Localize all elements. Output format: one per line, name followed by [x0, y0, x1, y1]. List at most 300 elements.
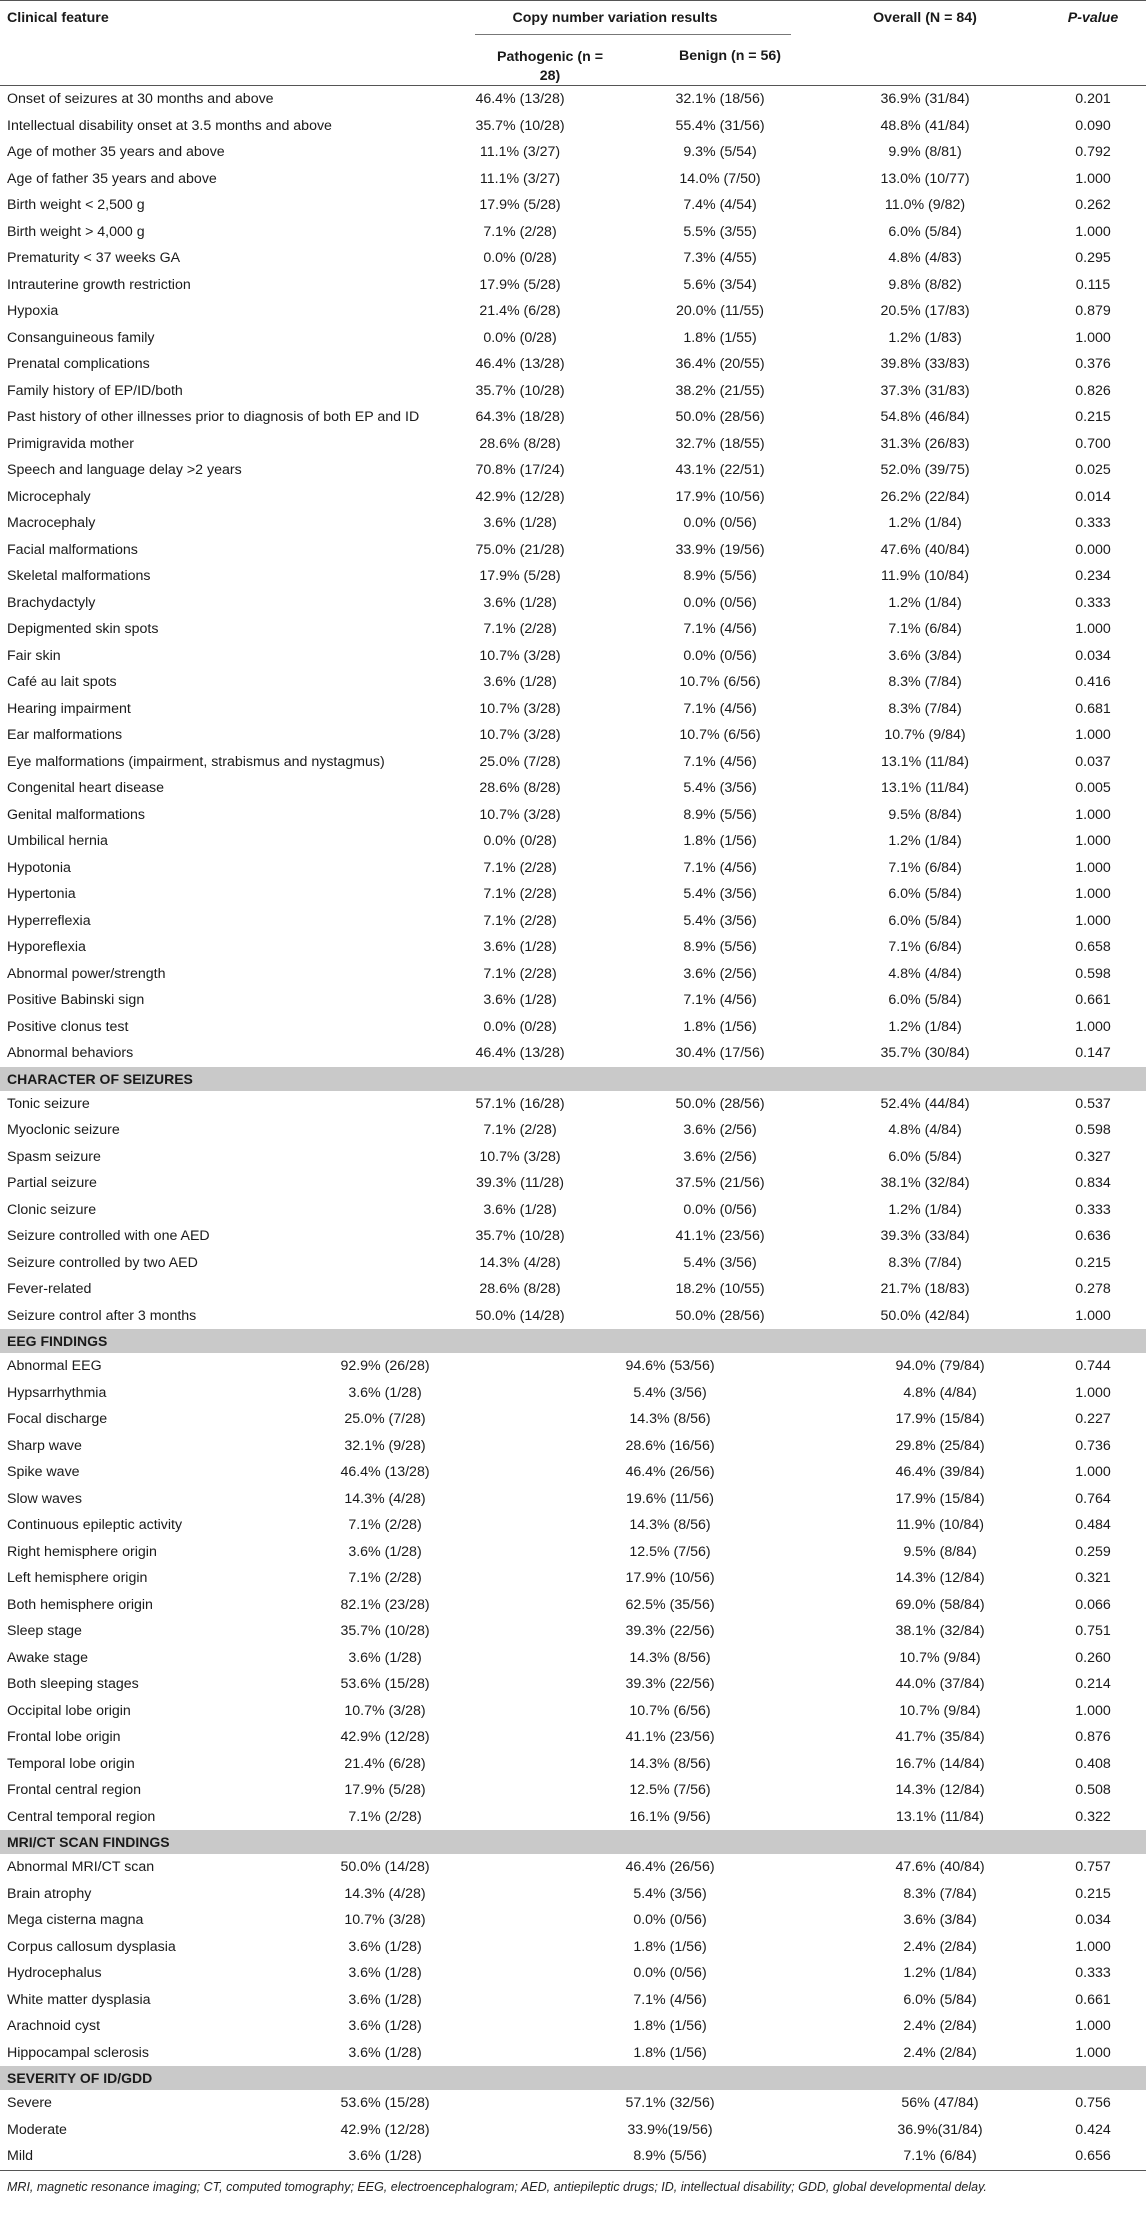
cell-feature: Intellectual disability onset at 3.5 months and above: [7, 117, 332, 134]
cell-pathogenic: 10.7% (3/28): [479, 727, 561, 743]
cell-overall: 2.4% (2/84): [903, 1938, 977, 1955]
cell-feature: Seizure control after 3 months: [7, 1307, 197, 1324]
cell-benign: 1.8% (1/56): [633, 2044, 707, 2061]
cell-feature: Abnormal behaviors: [7, 1045, 134, 1061]
cell-pvalue: 0.321: [1075, 1570, 1111, 1586]
table-row: [0, 1618, 1146, 1645]
cell-pvalue: 0.215: [1075, 1885, 1111, 1902]
table-row: [0, 696, 1146, 723]
table-row: [0, 1406, 1146, 1433]
cell-feature: Sleep stage: [7, 1623, 82, 1639]
cell-overall: 8.3% (7/84): [888, 700, 962, 717]
cell-feature: Intrauterine growth restriction: [7, 276, 191, 293]
cell-pvalue: 0.879: [1075, 303, 1111, 319]
cell-overall: 1.2% (1/84): [888, 1018, 962, 1035]
cell-pvalue: 0.658: [1075, 939, 1111, 955]
cell-pvalue: 1.000: [1075, 912, 1111, 929]
cell-overall: 7.1% (6/84): [888, 621, 962, 637]
table-row: [0, 166, 1146, 193]
cell-pathogenic: 42.9% (12/28): [340, 1729, 430, 1745]
cell-pvalue: 0.215: [1075, 409, 1111, 425]
table-row: [0, 1117, 1146, 1144]
cell-benign: 8.9% (5/56): [633, 2148, 707, 2164]
cell-overall: 7.1% (6/84): [903, 2148, 977, 2164]
cell-feature: Awake stage: [7, 1649, 88, 1666]
cell-feature: Brachydactyly: [7, 594, 96, 611]
table-row: [0, 1459, 1146, 1486]
cell-pvalue: 0.744: [1075, 1358, 1111, 1374]
cell-overall: 11.9% (10/84): [895, 1517, 985, 1533]
cell-feature: Age of father 35 years and above: [7, 170, 217, 187]
cell-pvalue: 0.636: [1075, 1228, 1111, 1244]
table-row: [0, 325, 1146, 352]
cell-overall: 4.8% (4/84): [888, 965, 962, 982]
cell-overall: 9.5% (8/84): [903, 1543, 977, 1560]
cell-pathogenic: 7.1% (2/28): [348, 1808, 422, 1825]
cell-pathogenic: 11.1% (3/27): [479, 144, 561, 160]
cell-pathogenic: 3.6% (1/28): [483, 674, 557, 690]
clinical-block: [0, 86, 1146, 1067]
cell-benign: 3.6% (2/56): [683, 965, 757, 982]
cell-pathogenic: 28.6% (8/28): [479, 435, 561, 452]
cell-pvalue: 1.000: [1075, 1938, 1111, 1955]
table-row: [0, 775, 1146, 802]
cell-feature: Hydrocephalus: [7, 1965, 102, 1981]
cell-feature: Facial malformations: [7, 541, 138, 558]
cell-overall: 48.8% (41/84): [880, 117, 970, 134]
table-row: [0, 378, 1146, 405]
section-eeg-findings: [0, 1329, 1146, 1353]
cell-benign: 0.0% (0/56): [683, 647, 757, 664]
cell-overall: 1.2% (1/83): [888, 329, 962, 346]
cell-overall: 4.8% (4/84): [888, 1122, 962, 1138]
cell-overall: 54.8% (46/84): [880, 409, 970, 425]
cell-overall: 17.9% (15/84): [895, 1411, 985, 1427]
cell-pathogenic: 70.8% (17/24): [475, 462, 565, 478]
cell-benign: 32.1% (18/56): [675, 91, 765, 107]
table-row: [0, 1671, 1146, 1698]
cell-pvalue: 0.408: [1075, 1755, 1111, 1772]
table-row: [0, 1014, 1146, 1041]
cell-pvalue: 0.656: [1075, 2148, 1111, 2164]
cell-benign: 39.3% (22/56): [625, 1676, 715, 1692]
section-severity: [0, 2066, 1146, 2090]
table-row: [0, 828, 1146, 855]
cell-pathogenic: 3.6% (1/28): [348, 1965, 422, 1981]
cell-feature: Ear malformations: [7, 727, 123, 743]
cell-feature: Arachnoid cyst: [7, 2018, 101, 2034]
cell-pathogenic: 17.9% (5/28): [479, 197, 561, 213]
table-row: [0, 1091, 1146, 1118]
table-row: [0, 749, 1146, 776]
table-row: [0, 1223, 1146, 1250]
table-row: [0, 1512, 1146, 1539]
cell-pvalue: 0.147: [1075, 1045, 1111, 1061]
cell-overall: 6.0% (5/84): [888, 992, 962, 1008]
table-row: [0, 298, 1146, 325]
cell-benign: 62.5% (35/56): [625, 1596, 715, 1613]
table-row: [0, 855, 1146, 882]
cell-pathogenic: 10.7% (3/28): [479, 806, 561, 823]
cell-feature: Temporal lobe origin: [7, 1755, 135, 1772]
cell-pvalue: 1.000: [1075, 727, 1111, 743]
cell-pvalue: 1.000: [1075, 170, 1111, 187]
cell-benign: 10.7% (6/56): [679, 674, 761, 690]
table-row: [0, 510, 1146, 537]
table-row: [0, 590, 1146, 617]
cell-pvalue: 0.295: [1075, 250, 1111, 266]
cell-benign: 3.6% (2/56): [683, 1148, 757, 1165]
cell-benign: 33.9% (19/56): [675, 541, 765, 558]
table-row: [0, 1170, 1146, 1197]
cell-pathogenic: 10.7% (3/28): [479, 700, 561, 717]
cell-overall: 13.0% (10/77): [880, 170, 970, 187]
cell-benign: 39.3% (22/56): [625, 1623, 715, 1639]
cell-benign: 50.0% (28/56): [675, 1307, 765, 1324]
table-row: [0, 2090, 1146, 2117]
cell-feature: Mega cisterna magna: [7, 1912, 144, 1928]
cell-pvalue: 0.333: [1075, 515, 1111, 531]
cell-pvalue: 0.278: [1075, 1281, 1111, 1297]
cell-feature: Café au lait spots: [7, 674, 117, 690]
cell-pvalue: 0.792: [1075, 144, 1111, 160]
table-row: [0, 219, 1146, 246]
cell-benign: 14.3% (8/56): [629, 1517, 711, 1533]
cell-pvalue: 1.000: [1075, 1464, 1111, 1480]
cell-benign: 43.1% (22/51): [675, 462, 765, 478]
cell-benign: 8.9% (5/56): [683, 568, 757, 584]
cell-benign: 50.0% (28/56): [675, 409, 765, 425]
table-row: [0, 1724, 1146, 1751]
cell-feature: Spike wave: [7, 1464, 80, 1480]
cell-feature: Partial seizure: [7, 1175, 97, 1191]
cell-pathogenic: 35.7% (10/28): [475, 382, 565, 399]
cell-pathogenic: 3.6% (1/28): [483, 515, 557, 531]
table-row: [0, 2013, 1146, 2040]
cell-pvalue: 0.214: [1075, 1676, 1111, 1692]
cell-pvalue: 0.424: [1075, 2121, 1111, 2138]
cell-feature: Both sleeping stages: [7, 1676, 139, 1692]
table-row: [0, 722, 1146, 749]
cell-feature: Hypoxia: [7, 303, 59, 319]
cell-pvalue: 0.834: [1075, 1175, 1111, 1191]
cell-pvalue: 1.000: [1075, 621, 1111, 637]
cell-overall: 2.4% (2/84): [903, 2044, 977, 2061]
cell-pvalue: 0.508: [1075, 1782, 1111, 1798]
cell-benign: 12.5% (7/56): [629, 1782, 711, 1798]
cell-benign: 38.2% (21/55): [675, 382, 765, 399]
cell-benign: 50.0% (28/56): [675, 1095, 765, 1112]
cell-feature: Continuous epileptic activity: [7, 1517, 183, 1533]
cell-pvalue: 0.681: [1075, 700, 1111, 717]
cell-overall: 9.8% (8/82): [888, 276, 962, 293]
table-row: [0, 1987, 1146, 2014]
cell-feature: Frontal central region: [7, 1782, 142, 1798]
cell-feature: Fever-related: [7, 1281, 92, 1297]
cell-pvalue: 1.000: [1075, 833, 1111, 849]
table-row: [0, 139, 1146, 166]
cell-overall: 16.7% (14/84): [895, 1755, 985, 1772]
cell-pvalue: 0.227: [1075, 1411, 1111, 1427]
table-row: [0, 1698, 1146, 1725]
table-row: [0, 113, 1146, 140]
cell-benign: 9.3% (5/54): [683, 144, 757, 160]
cell-pathogenic: 3.6% (1/28): [348, 2044, 422, 2061]
table-row: [0, 192, 1146, 219]
cell-benign: 1.8% (1/56): [633, 2018, 707, 2034]
cell-overall: 39.3% (33/84): [880, 1228, 970, 1244]
cell-feature: Hearing impairment: [7, 700, 131, 717]
cell-feature: Myoclonic seizure: [7, 1122, 120, 1138]
cell-benign: 7.1% (4/56): [683, 700, 757, 717]
table-row: [0, 351, 1146, 378]
header-cnv-rule: [475, 34, 791, 35]
cell-benign: 7.1% (4/56): [683, 992, 757, 1008]
cell-pvalue: 0.327: [1075, 1148, 1111, 1165]
cell-pathogenic: 42.9% (12/28): [340, 2121, 430, 2138]
cell-pathogenic: 3.6% (1/28): [483, 992, 557, 1008]
cell-benign: 37.5% (21/56): [675, 1175, 765, 1191]
cell-benign: 7.1% (4/56): [683, 859, 757, 876]
cell-overall: 10.7% (9/84): [884, 727, 966, 743]
section-title: CHARACTER OF SEIZURES: [7, 1070, 193, 1087]
cell-benign: 10.7% (6/56): [629, 1702, 711, 1719]
cell-pathogenic: 10.7% (3/28): [344, 1702, 426, 1719]
cell-pathogenic: 50.0% (14/28): [340, 1859, 430, 1875]
cell-pvalue: 1.000: [1075, 1307, 1111, 1324]
cell-benign: 0.0% (0/56): [633, 1912, 707, 1928]
cell-pvalue: 0.537: [1075, 1095, 1111, 1112]
cell-feature: Fair skin: [7, 647, 61, 664]
cell-pvalue: 1.000: [1075, 2044, 1111, 2061]
cell-pathogenic: 21.4% (6/28): [344, 1755, 426, 1772]
table-row: [0, 1565, 1146, 1592]
cell-benign: 5.4% (3/56): [683, 886, 757, 902]
cell-pvalue: 0.598: [1075, 965, 1111, 982]
table-row: [0, 1934, 1146, 1961]
cell-feature: Moderate: [7, 2121, 67, 2138]
cell-benign: 8.9% (5/56): [683, 939, 757, 955]
cell-pathogenic: 7.1% (2/28): [483, 223, 557, 240]
cell-feature: White matter dysplasia: [7, 1991, 151, 2008]
cell-overall: 52.0% (39/75): [880, 462, 970, 478]
cell-feature: Consanguineous family: [7, 329, 155, 346]
seizure-block: [0, 1091, 1146, 1330]
cell-benign: 0.0% (0/56): [683, 515, 757, 531]
cell-pathogenic: 3.6% (1/28): [483, 1201, 557, 1218]
cell-pvalue: 0.005: [1075, 780, 1111, 796]
cell-overall: 47.6% (40/84): [895, 1859, 985, 1875]
table-row: [0, 1804, 1146, 1831]
cell-pvalue: 0.259: [1075, 1543, 1111, 1560]
cell-pathogenic: 14.3% (4/28): [344, 1885, 426, 1902]
cell-pathogenic: 75.0% (21/28): [475, 541, 565, 558]
cell-overall: 20.5% (17/83): [880, 303, 970, 319]
cell-pathogenic: 7.1% (2/28): [483, 621, 557, 637]
cell-overall: 35.7% (30/84): [880, 1045, 970, 1061]
cell-pathogenic: 35.7% (10/28): [475, 1228, 565, 1244]
table-footnote: MRI, magnetic resonance imaging; CT, computed tomography; EEG, electroencephalogram; AED, antiepileptic drugs; ID, intellectual disability; GDD, global developmental delay.: [7, 2179, 987, 2194]
cell-overall: 29.8% (25/84): [895, 1437, 985, 1454]
cell-pathogenic: 10.7% (3/28): [479, 647, 561, 664]
cell-overall: 14.3% (12/84): [895, 1782, 985, 1798]
cell-pathogenic: 39.3% (11/28): [475, 1175, 565, 1191]
cell-pathogenic: 7.1% (2/28): [483, 965, 557, 982]
cell-pvalue: 0.014: [1075, 488, 1111, 505]
cell-feature: Prenatal complications: [7, 356, 150, 372]
cell-pathogenic: 3.6% (1/28): [348, 2018, 422, 2034]
cell-overall: 41.7% (35/84): [895, 1729, 985, 1745]
cell-pathogenic: 3.6% (1/28): [348, 2148, 422, 2164]
cell-pvalue: 1.000: [1075, 859, 1111, 876]
cell-benign: 1.8% (1/56): [633, 1938, 707, 1955]
table-row: [0, 1907, 1146, 1934]
cell-benign: 19.6% (11/56): [625, 1490, 715, 1507]
cell-pvalue: 0.066: [1075, 1596, 1111, 1613]
table-row: [0, 987, 1146, 1014]
cell-pvalue: 0.025: [1075, 462, 1111, 478]
cell-pathogenic: 17.9% (5/28): [479, 276, 561, 293]
cell-pvalue: 1.000: [1075, 1018, 1111, 1035]
cell-pathogenic: 46.4% (13/28): [475, 356, 565, 372]
cell-pathogenic: 64.3% (18/28): [475, 409, 565, 425]
cell-feature: Tonic seizure: [7, 1095, 90, 1112]
cell-pathogenic: 46.4% (13/28): [475, 1045, 565, 1061]
cell-overall: 38.1% (32/84): [880, 1175, 970, 1191]
cell-pathogenic: 21.4% (6/28): [479, 303, 561, 319]
cell-pvalue: 0.333: [1075, 1965, 1111, 1981]
cell-benign: 41.1% (23/56): [625, 1729, 715, 1745]
cell-pathogenic: 0.0% (0/28): [483, 250, 557, 266]
table-row: [0, 802, 1146, 829]
cell-pathogenic: 46.4% (13/28): [340, 1464, 430, 1480]
cell-feature: Hyperreflexia: [7, 912, 91, 929]
cell-feature: Hippocampal sclerosis: [7, 2044, 149, 2061]
cell-feature: Hypsarrhythmia: [7, 1384, 107, 1401]
cell-feature: Severe: [7, 2095, 52, 2111]
cell-overall: 1.2% (1/84): [903, 1965, 977, 1981]
table-row: [0, 245, 1146, 272]
cell-benign: 41.1% (23/56): [675, 1228, 765, 1244]
cell-feature: Family history of EP/ID/both: [7, 382, 183, 399]
cell-pathogenic: 32.1% (9/28): [344, 1437, 426, 1454]
cell-overall: 4.8% (4/83): [888, 250, 962, 266]
cell-pvalue: 0.215: [1075, 1254, 1111, 1271]
table-row: [0, 1250, 1146, 1277]
cell-benign: 5.6% (3/54): [683, 276, 757, 293]
cell-benign: 20.0% (11/55): [675, 303, 765, 319]
cell-pvalue: 0.764: [1075, 1490, 1111, 1507]
cell-pvalue: 0.736: [1075, 1437, 1111, 1454]
cell-benign: 10.7% (6/56): [679, 727, 761, 743]
cell-pathogenic: 3.6% (1/28): [348, 1543, 422, 1560]
cell-overall: 36.9%(31/84): [897, 2121, 983, 2138]
cell-benign: 32.7% (18/55): [675, 435, 765, 452]
header-pvalue: P-value: [1067, 10, 1119, 26]
cell-feature: Genital malformations: [7, 806, 145, 823]
cell-feature: Birth weight > 4,000 g: [7, 223, 145, 240]
cell-pathogenic: 0.0% (0/28): [483, 329, 557, 346]
cell-benign: 5.4% (3/56): [683, 780, 757, 796]
cell-benign: 17.9% (10/56): [625, 1570, 715, 1586]
cell-benign: 1.8% (1/56): [683, 833, 757, 849]
cell-pathogenic: 7.1% (2/28): [483, 912, 557, 929]
cell-benign: 8.9% (5/56): [683, 806, 757, 823]
cell-pathogenic: 42.9% (12/28): [475, 488, 565, 505]
cell-pathogenic: 50.0% (14/28): [475, 1307, 565, 1324]
cell-overall: 13.1% (11/84): [880, 753, 970, 770]
cell-overall: 7.1% (6/84): [888, 859, 962, 876]
cell-pathogenic: 11.1% (3/27): [479, 170, 561, 187]
cell-feature: Seizure controlled with one AED: [7, 1228, 210, 1244]
cell-pvalue: 0.484: [1075, 1517, 1111, 1533]
table-row: [0, 908, 1146, 935]
table-row: [0, 563, 1146, 590]
cell-benign: 7.1% (4/56): [633, 1991, 707, 2008]
cell-benign: 7.3% (4/55): [683, 250, 757, 266]
cell-pvalue: 0.700: [1075, 435, 1111, 452]
cell-feature: Onset of seizures at 30 months and above: [7, 91, 274, 107]
cell-overall: 4.8% (4/84): [903, 1384, 977, 1401]
cell-feature: Depigmented skin spots: [7, 621, 159, 637]
header-benign: Benign (n = 56): [678, 48, 782, 64]
cell-feature: Eye malformations (impairment, strabismus and nystagmus): [7, 753, 385, 770]
cell-overall: 6.0% (5/84): [888, 1148, 962, 1165]
cell-pvalue: 0.661: [1075, 1991, 1111, 2008]
cell-benign: 16.1% (9/56): [629, 1808, 711, 1825]
cell-feature: Age of mother 35 years and above: [7, 144, 225, 160]
cell-benign: 30.4% (17/56): [675, 1045, 765, 1061]
cell-overall: 94.0% (79/84): [895, 1358, 985, 1374]
cell-pathogenic: 3.6% (1/28): [348, 1384, 422, 1401]
cell-overall: 44.0% (37/84): [895, 1676, 985, 1692]
cell-pvalue: 1.000: [1075, 2018, 1111, 2034]
cell-pathogenic: 46.4% (13/28): [475, 91, 565, 107]
table-row: [0, 1303, 1146, 1330]
table-row: [0, 961, 1146, 988]
cell-benign: 17.9% (10/56): [675, 488, 765, 505]
cell-overall: 11.0% (9/82): [884, 197, 966, 213]
cell-overall: 11.9% (10/84): [880, 568, 970, 584]
cell-pathogenic: 25.0% (7/28): [479, 753, 561, 770]
cell-pathogenic: 28.6% (8/28): [479, 780, 561, 796]
table-row: [0, 1276, 1146, 1303]
cell-pathogenic: 53.6% (15/28): [340, 2095, 430, 2111]
section-mri-ct-findings: [0, 1830, 1146, 1854]
cell-feature: Sharp wave: [7, 1437, 82, 1454]
cell-pvalue: 1.000: [1075, 1384, 1111, 1401]
table-row: [0, 1539, 1146, 1566]
cell-benign: 5.5% (3/55): [683, 223, 757, 240]
cell-feature: Brain atrophy: [7, 1885, 92, 1902]
cell-pvalue: 0.826: [1075, 382, 1111, 399]
cell-pvalue: 0.751: [1075, 1623, 1111, 1639]
cell-overall: 13.1% (11/84): [895, 1808, 985, 1825]
cell-overall: 10.7% (9/84): [899, 1702, 981, 1719]
cell-overall: 39.8% (33/83): [880, 356, 970, 372]
cell-pathogenic: 3.6% (1/28): [483, 594, 557, 611]
cell-pathogenic: 7.1% (2/28): [483, 859, 557, 876]
table-row: [0, 537, 1146, 564]
table-row: [0, 616, 1146, 643]
cell-feature: Focal discharge: [7, 1411, 108, 1427]
section-title: EEG FINDINGS: [7, 1333, 108, 1349]
cell-benign: 0.0% (0/56): [683, 1201, 757, 1218]
section-character-of-seizures: [0, 1067, 1146, 1091]
cell-overall: 13.1% (11/84): [880, 780, 970, 796]
cell-feature: Slow waves: [7, 1490, 82, 1507]
cell-pvalue: 0.090: [1075, 117, 1111, 134]
